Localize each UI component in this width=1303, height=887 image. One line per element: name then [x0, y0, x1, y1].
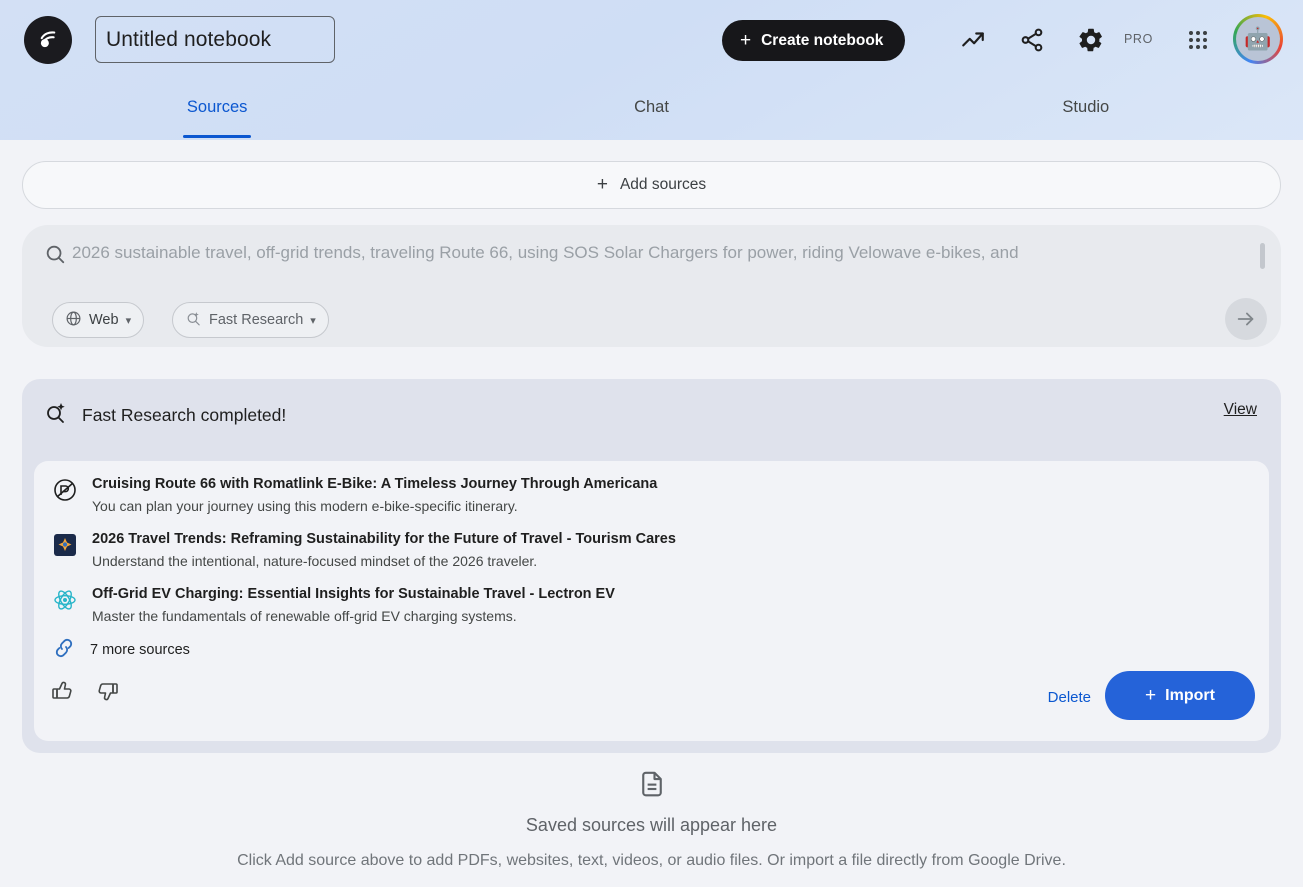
delete-button[interactable]: Delete — [1047, 689, 1091, 706]
empty-state — [0, 768, 1303, 870]
import-button[interactable] — [1105, 671, 1255, 720]
pro-badge: PRO — [1124, 32, 1153, 46]
list-item-title: Cruising Route 66 with Romatlink E-Bike: A Timeless Journey Through Americana — [92, 476, 658, 492]
sources-panel — [0, 140, 1303, 887]
apps-grid-icon[interactable] — [1180, 22, 1216, 58]
romatlink-favicon — [52, 477, 78, 503]
fast-research-result-card — [22, 379, 1281, 753]
plus-icon: + — [740, 30, 752, 51]
thumb-up-icon[interactable] — [50, 679, 74, 708]
sparkle-search-icon — [185, 310, 202, 331]
import-label: Import — [1165, 686, 1215, 704]
view-results-link[interactable]: View — [1223, 401, 1257, 418]
main-tabs — [0, 88, 1303, 138]
list-item[interactable] — [52, 585, 1252, 625]
tab-sources-label: Sources — [186, 98, 248, 116]
tab-studio-label: Studio — [1062, 98, 1110, 116]
more-sources-row[interactable] — [52, 636, 190, 664]
list-item-title: Off-Grid EV Charging: Essential Insights for Sustainable Travel - Lectron EV — [92, 586, 615, 602]
search-scrollbar[interactable] — [1260, 243, 1265, 269]
chip-web-label: Web — [89, 312, 119, 328]
search-input[interactable]: 2026 sustainable travel, off-grid trends, traveling Route 66, using SOS Solar Chargers for power, riding Velowave e-bikes, and — [72, 243, 1019, 262]
plus-icon: + — [1145, 684, 1157, 706]
fast-research-status-label: Fast Research completed! — [82, 405, 287, 425]
research-search-box[interactable] — [22, 225, 1281, 347]
plus-icon: + — [596, 174, 608, 195]
source-scope-chip-web[interactable] — [52, 302, 144, 338]
search-icon — [44, 243, 66, 270]
gear-icon[interactable] — [1073, 22, 1109, 58]
notebook-title-input[interactable] — [95, 16, 335, 63]
research-mode-chip[interactable] — [172, 302, 329, 338]
link-icon — [52, 636, 76, 664]
create-notebook-label: Create notebook — [761, 31, 884, 49]
notebook-title-text: Untitled notebook — [106, 27, 272, 51]
research-sources-list — [34, 461, 1269, 741]
avatar[interactable] — [1233, 14, 1283, 64]
list-item-title: 2026 Travel Trends: Reframing Sustainability for the Future of Travel - Tourism Cares — [92, 531, 676, 547]
sparkle-search-icon — [44, 401, 68, 430]
tab-chat-label: Chat — [634, 98, 669, 116]
chevron-down-icon: ▾ — [310, 314, 316, 327]
globe-icon — [65, 310, 82, 331]
add-sources-button[interactable] — [22, 161, 1281, 209]
list-item[interactable] — [52, 475, 1252, 515]
tourismcares-favicon — [52, 532, 78, 558]
top-bar — [0, 0, 1303, 80]
create-notebook-button[interactable] — [722, 20, 905, 61]
more-sources-label: 7 more sources — [90, 642, 190, 658]
list-item-subtitle: Master the fundamentals of renewable off-grid EV charging systems. — [92, 607, 517, 624]
fast-research-status — [44, 401, 286, 430]
trending-up-icon[interactable] — [955, 22, 991, 58]
list-item-subtitle: You can plan your journey using this modern e-bike-specific itinerary. — [92, 497, 518, 514]
empty-state-title: Saved sources will appear here — [525, 815, 778, 835]
avatar-image: 🤖 — [1236, 17, 1280, 61]
notebooklm-logo-icon[interactable] — [24, 16, 72, 64]
tab-chat[interactable] — [434, 88, 868, 138]
add-sources-label: Add sources — [619, 176, 707, 193]
chevron-down-icon: ▾ — [125, 314, 132, 327]
feedback-row — [50, 679, 120, 708]
submit-search-button[interactable] — [1225, 298, 1267, 340]
lectron-favicon — [52, 587, 78, 613]
list-item[interactable] — [52, 530, 1252, 570]
empty-state-subtitle: Click Add source above to add PDFs, websites, text, videos, or audio files. Or import a file directly from Google Drive. — [237, 852, 1066, 869]
share-icon[interactable] — [1014, 22, 1050, 58]
chip-research-label: Fast Research — [209, 312, 304, 328]
thumb-down-icon[interactable] — [96, 679, 120, 708]
tab-studio[interactable] — [869, 88, 1303, 138]
tab-sources[interactable] — [0, 88, 434, 138]
list-item-subtitle: Understand the intentional, nature-focused mindset of the 2026 traveler. — [92, 552, 538, 569]
document-icon — [0, 768, 1303, 805]
